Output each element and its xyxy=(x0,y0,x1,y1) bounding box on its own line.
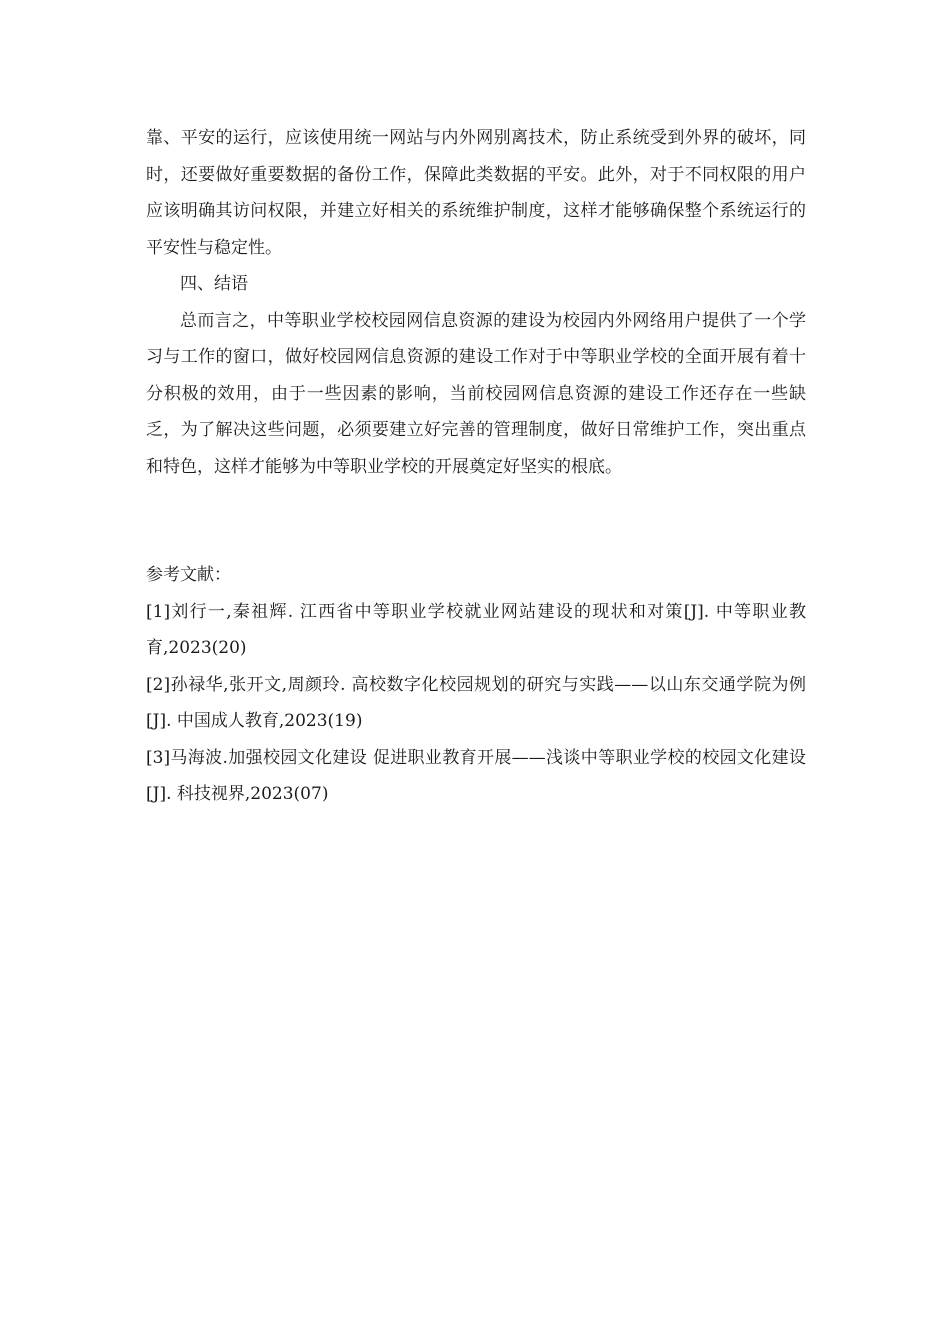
document-content xyxy=(146,120,806,813)
section-heading: 四、结语 xyxy=(180,274,248,294)
references-section xyxy=(146,557,806,813)
references-title: 参考文献： xyxy=(146,565,231,585)
reference-item-2: [2]孙禄华,张开文,周颜玲. 高校数字化校园规划的研究与实践——以山东交通学院为例[J]. 中国成人教育,2023(19) xyxy=(146,674,806,731)
reference-item-3: [3]马海波.加强校园文化建设 促进职业教育开展——浅谈中等职业学校的校园文化建设[J]. 科技视界,2023(07) xyxy=(146,747,806,804)
conclusion-paragraph: 总而言之，中等职业学校校园网信息资源的建设为校园内外网络用户提供了一个学习与工作的窗口，做好校园网信息资源的建设工作对于中等职业学校的全面开展有着十分积极的效用，由于一些因素的影响，当前校园网信息资源的建设工作还存在一些缺乏，为了解决这些问题，必须要建立好完善的管理制度，做好日常维护工作，突出重点和特色，这样才能够为中等职业学校的开展奠定好坚实的根底。 xyxy=(146,310,806,477)
reference-item-1: [1]刘行一,秦祖辉. 江西省中等职业学校就业网站建设的现状和对策[J]. 中等职业教育,2023(20) xyxy=(146,601,806,658)
paragraph-continued: 靠、平安的运行，应该使用统一网站与内外网别离技术，防止系统受到外界的破坏，同时，还要做好重要数据的备份工作，保障此类数据的平安。此外，对于不同权限的用户应该明确其访问权限，并建立好相关的系统维护制度，这样才能够确保整个系统运行的平安性与稳定性。 xyxy=(146,128,806,258)
